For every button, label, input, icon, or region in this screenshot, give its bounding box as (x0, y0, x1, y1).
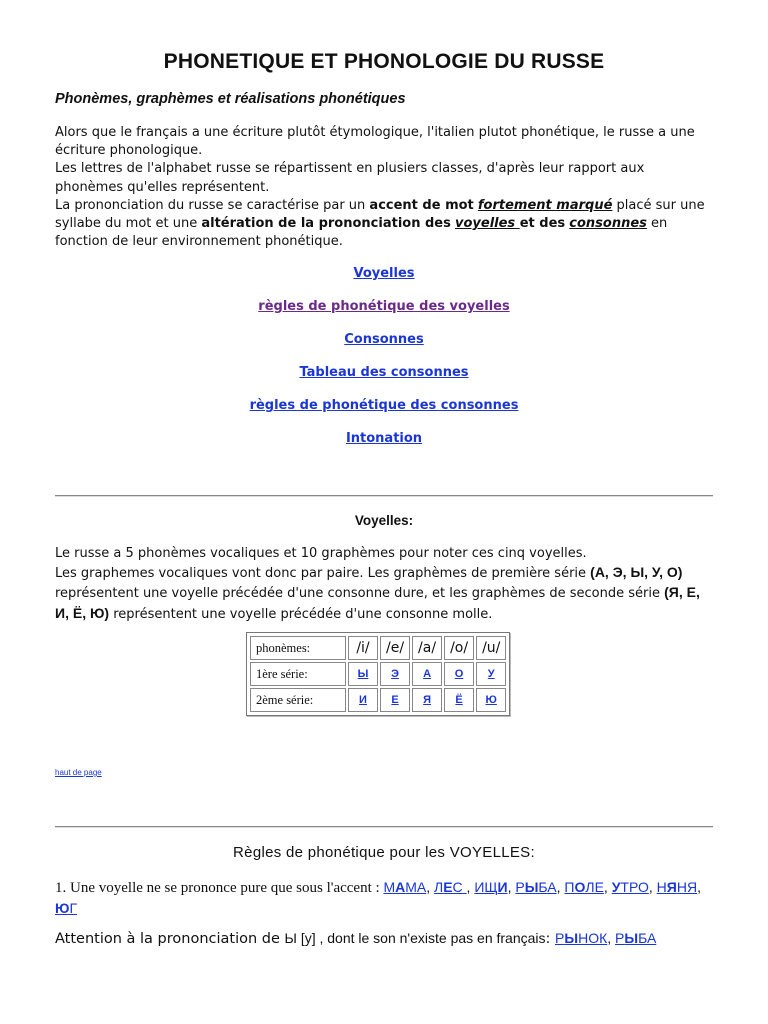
word-part: ЛЕ (585, 879, 604, 895)
word-part: Н (656, 879, 667, 895)
stressed-vowel: Ы (564, 930, 579, 946)
rule-1-text: 1. Une voyelle ne se prononce pure que sous l'accent : (55, 880, 384, 896)
toc-link-regles-voyelles[interactable]: règles de phonétique des voyelles (258, 299, 510, 314)
stressed-vowel: А (395, 879, 406, 895)
voyelles-text: représentent une voyelle précédée d'une consonne dure, et les graphèmes de seconde série (55, 586, 665, 602)
voyelles-heading: Voyelles: (354, 513, 414, 528)
example-word-link[interactable] (474, 879, 507, 895)
word-part: Р (615, 930, 625, 946)
voyelles-text-1: Le russe a 5 phonèmes vocaliques et 10 graphèmes pour noter ces cinq voyelles. (55, 546, 587, 561)
example-word-link[interactable] (657, 879, 697, 895)
intro-text: en fonction de leur environnement phonétique. (55, 216, 668, 250)
attention-text: Attention à la prononciation de (55, 931, 285, 947)
grapheme-link[interactable]: Ё (455, 694, 463, 706)
row-label: phonèmes: (250, 636, 346, 660)
table-row-serie1 (250, 662, 506, 686)
grapheme-link[interactable]: И (359, 694, 367, 706)
grapheme-link[interactable]: Е (391, 694, 399, 706)
section-subtitle: Phonèmes, graphèmes et réalisations phonétiques (55, 91, 406, 107)
back-to-top-link[interactable]: haut de page (55, 768, 102, 777)
example-word-link[interactable] (615, 930, 656, 946)
intro-emphasis-consonnes: consonnes (569, 216, 647, 232)
intro-emphasis-voyelles: voyelles (455, 216, 520, 232)
phoneme-cell: /i/ (348, 636, 378, 660)
phoneme-cell: /a/ (412, 636, 442, 660)
horizontal-divider (55, 826, 713, 828)
phoneme-table (246, 632, 510, 716)
intro-emphasis: fortement marqué (477, 197, 613, 213)
intro-bold: et des (519, 216, 566, 232)
word-part: Р (515, 879, 525, 895)
word-part: М (383, 879, 396, 895)
toc-link-voyelles[interactable]: Voyelles (353, 266, 415, 281)
intro-line-1: Alors que le français a une écriture plutôt étymologique, l'italien plutot phonétique, le russe a une écriture phonologique. (55, 125, 695, 159)
word-part: МА (405, 879, 427, 895)
example-word-link[interactable] (55, 900, 77, 916)
stressed-vowel: Я (666, 879, 677, 895)
grapheme-link[interactable]: Ы (357, 668, 369, 680)
serie1-list: (А, Э, Ы, У, О) (590, 564, 683, 581)
word-part: Г (69, 900, 78, 916)
stressed-vowel: У (611, 879, 621, 895)
page-title: PHONETIQUE ET PHONOLOGIE DU RUSSE (163, 50, 605, 73)
phoneme-cell: /u/ (476, 636, 506, 660)
serie2-list: (Я, Е, И, Ё, Ю) (55, 584, 700, 621)
stressed-vowel: И (497, 879, 508, 895)
example-word-link[interactable] (383, 879, 426, 895)
intro-bold: altération de la prononciation des (201, 216, 451, 232)
toc-link-consonnes[interactable]: Consonnes (344, 332, 424, 347)
word-part: НЯ (676, 879, 698, 895)
stressed-vowel: Ы (624, 930, 639, 946)
voyelles-text: représentent une voyelle précédée d'une consonne molle. (109, 606, 493, 622)
word-part: С (452, 879, 467, 895)
grapheme-link[interactable]: У (487, 668, 495, 680)
word-part: П (564, 879, 575, 895)
example-word-link[interactable] (564, 879, 603, 895)
word-part: ИЩ (474, 879, 498, 895)
word-part: Л (434, 879, 444, 895)
row-label: 2ème série: (250, 688, 346, 712)
table-row-serie2 (250, 688, 506, 712)
example-word-link[interactable] (515, 879, 556, 895)
stressed-vowel: О (574, 879, 586, 895)
word-part: БА (638, 930, 657, 946)
toc-link-regles-consonnes[interactable]: règles de phonétique des consonnes (249, 398, 519, 413)
stressed-vowel: Е (443, 879, 453, 895)
attention-letter: Ы [y] , dont le son n'existe pas en français (284, 930, 546, 946)
intro-paragraph (55, 124, 715, 251)
phoneme-cell: /e/ (380, 636, 410, 660)
grapheme-link[interactable]: Я (423, 694, 431, 706)
word-part: ТРО (620, 879, 649, 895)
stressed-vowel: Ю (55, 900, 70, 916)
table-row-phonemes (250, 636, 506, 660)
word-part: Р (555, 930, 565, 946)
intro-line-2: Les lettres de l'alphabet russe se répartissent en plusiers classes, d'après leur rapport aux phonèmes qu'elles représentent. (55, 161, 645, 195)
toc-link-intonation[interactable]: Intonation (345, 431, 423, 446)
toc-link-tableau-consonnes[interactable]: Tableau des consonnes (299, 365, 469, 380)
stressed-vowel: Ы (524, 879, 539, 895)
rules-heading: Règles de phonétique pour les VOYELLES: (233, 844, 535, 861)
grapheme-link[interactable]: Ю (485, 694, 497, 706)
grapheme-link[interactable]: О (454, 668, 464, 680)
grapheme-link[interactable]: Э (391, 668, 399, 680)
horizontal-divider (55, 495, 713, 497)
voyelles-text: Les graphemes vocaliques vont donc par paire. Les graphèmes de première série (55, 566, 591, 582)
attention-colon: : (545, 931, 556, 947)
example-word-link[interactable] (555, 930, 607, 946)
intro-text: placé sur une syllabe du mot et une (55, 197, 705, 232)
example-word-link[interactable] (612, 879, 649, 895)
voyelles-paragraph (55, 545, 715, 624)
intro-text: La prononciation du russe se caractérise par un (55, 197, 370, 213)
word-part: БА (538, 879, 557, 895)
grapheme-link[interactable]: А (423, 668, 432, 680)
attention-note: Attention à la prononciation de Ы [y] , dont le son n'existe pas en français: РЫНОК, РЫБА (55, 930, 657, 947)
intro-bold: accent de mot (369, 197, 474, 213)
row-label: 1ère série: (250, 662, 346, 686)
phoneme-cell: /o/ (444, 636, 474, 660)
example-word-link[interactable] (434, 879, 467, 895)
rule-1: 1. Une voyelle ne se prononce pure que sous l'accent : МАМА, ЛЕС , ИЩИ, РЫБА, ПОЛЕ, УТРО, НЯНЯ, ЮГ (55, 879, 701, 916)
word-part: НОК (578, 930, 608, 946)
